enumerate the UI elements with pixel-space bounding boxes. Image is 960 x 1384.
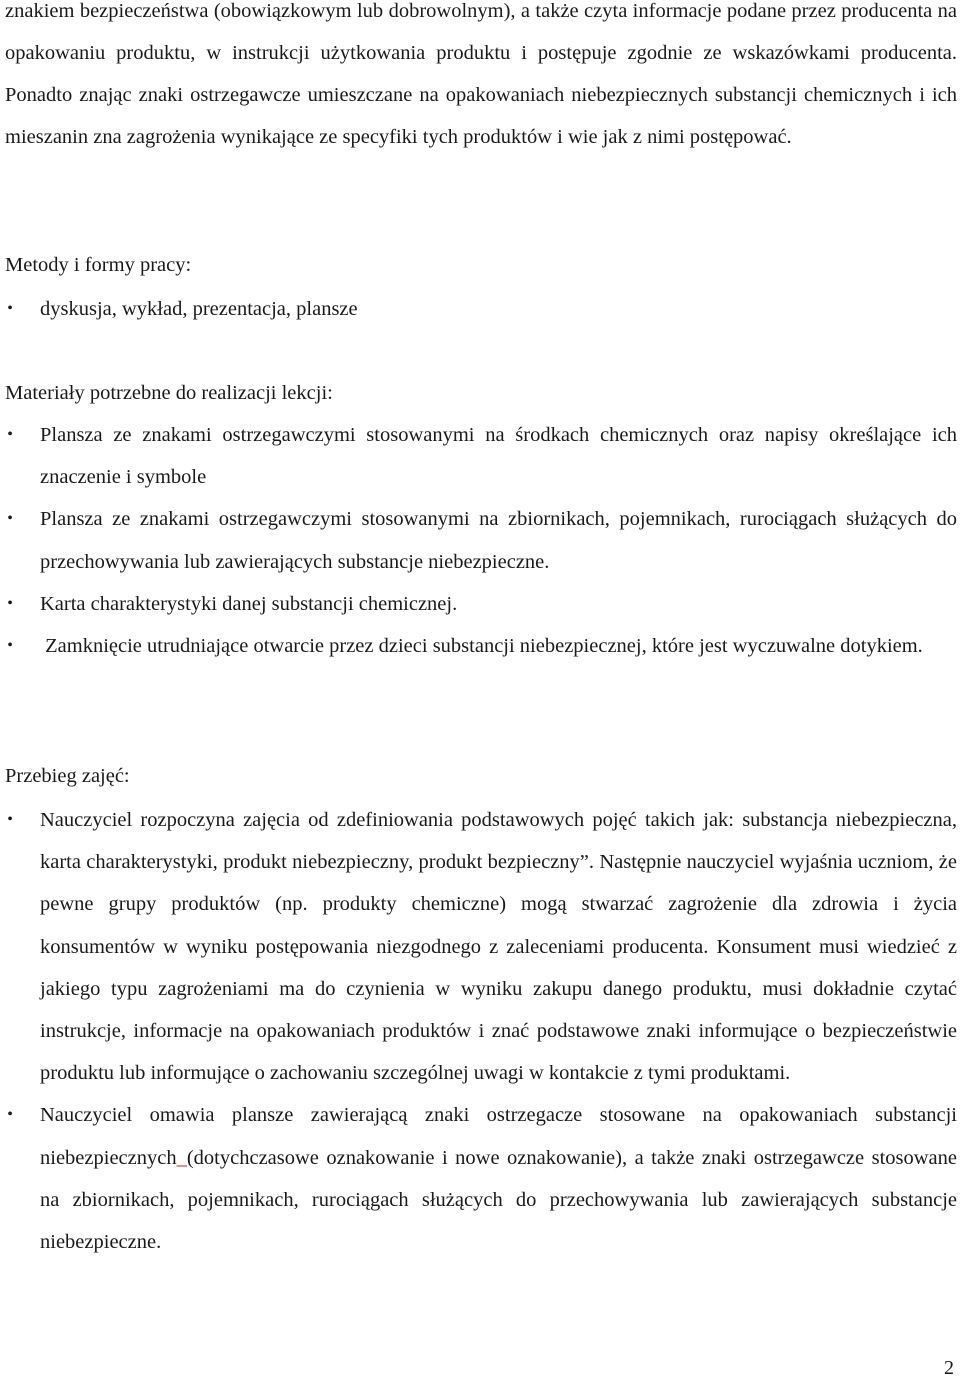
list-item bbox=[0, 799, 960, 1094]
list-item-text: Plansza ze znakami ostrzegawczymi stosowanymi na zbiornikach, pojemnikach, rurociągach służących do przechowywania lub zawierających substancje niebezpieczne. bbox=[40, 508, 957, 573]
list-item-text: Plansza ze znakami ostrzegawczymi stosowanymi na środkach chemicznych oraz napisy określające ich znaczenie i symbole bbox=[40, 424, 957, 489]
list-item bbox=[0, 288, 960, 330]
materials-list bbox=[0, 414, 960, 667]
methods-heading: Metody i formy pracy: bbox=[5, 254, 192, 276]
intro-paragraph: znakiem bezpieczeństwa (obowiązkowym lub dobrowolnym), a także czyta informacje podane przez producenta na opakowaniu produktu, w instrukcji użytkowania produktu i postępuje zgodnie ze wskazówkami producenta. Ponadto znając znaki ostrzegawcze umieszczane na opakowaniach niebezpiecznych substancji chemicznych i ich mieszanin zna zagrożenia wynikające ze specyfiki tych produktów i wie jak z nimi postępować. bbox=[5, 0, 957, 148]
list-item-text: Zamknięcie utrudniające otwarcie przez dzieci substancji niebezpiecznej, które jest wyczuwalne dotykiem. bbox=[40, 635, 923, 658]
list-item-text-part: Nauczyciel omawia plansze zawierającą znaki ostrzegacze stosowane na opakowaniach substancji niebezpiecznych bbox=[40, 1104, 957, 1169]
list-item bbox=[0, 414, 960, 498]
methods-list bbox=[0, 288, 960, 330]
list-item bbox=[0, 498, 960, 582]
bullet-icon: • bbox=[7, 594, 13, 612]
list-item-text: Karta charakterystyki danej substancji chemicznej. bbox=[40, 592, 458, 615]
list-item-text: Nauczyciel rozpoczyna zajęcia od zdefiniowania podstawowych pojęć takich jak: substancja niebezpieczna, karta charakterystyki, produkt niebezpieczny, produkt bezpieczny”. Następnie nauczyciel wyjaśnia uczniom, że pewne grupy produktów (np. produkty chemiczne) mogą stwarzać zagrożenie dla zdrowia i życia konsumentów w wyniku postępowania niezgodnego z zaleceniami producenta. Konsument musi wiedzieć z jakiego typu zagrożeniami ma do czynienia w wyniku zakupu danego produktu, musi dokładnie czytać instrukcje, informacje na opakowaniach produktów i znać podstawowe znaki informujące o bezpieczeństwie produktu lub informujące o zachowaniu szczególnej uwagi w kontakcie z tymi produktami. bbox=[40, 809, 957, 1085]
bullet-icon: • bbox=[7, 300, 13, 317]
materials-heading: Materiały potrzebne do realizacji lekcji: bbox=[5, 382, 333, 404]
bullet-icon: • bbox=[7, 811, 13, 828]
course-heading: Przebieg zajęć: bbox=[5, 765, 130, 787]
list-item bbox=[0, 625, 960, 667]
list-item-text bbox=[40, 1094, 957, 1263]
list-item bbox=[0, 1094, 960, 1263]
bullet-icon: • bbox=[7, 1106, 13, 1124]
bullet-icon: • bbox=[7, 637, 13, 655]
red-mark: _ bbox=[176, 1146, 187, 1169]
bullet-icon: • bbox=[7, 426, 13, 443]
page-number: 2 bbox=[944, 1357, 954, 1379]
list-item-text: dyskusja, wykład, prezentacja, plansze bbox=[40, 298, 358, 320]
course-list bbox=[0, 799, 960, 1263]
bullet-icon: • bbox=[7, 510, 13, 528]
list-item bbox=[0, 583, 960, 625]
list-item-text-part: (dotychczasowe oznakowanie i nowe oznakowanie), a także znaki ostrzegawcze stosowane na zbiornikach, pojemnikach, rurociągach służących do przechowywania lub zawierających substancje niebezpieczne. bbox=[40, 1146, 957, 1254]
